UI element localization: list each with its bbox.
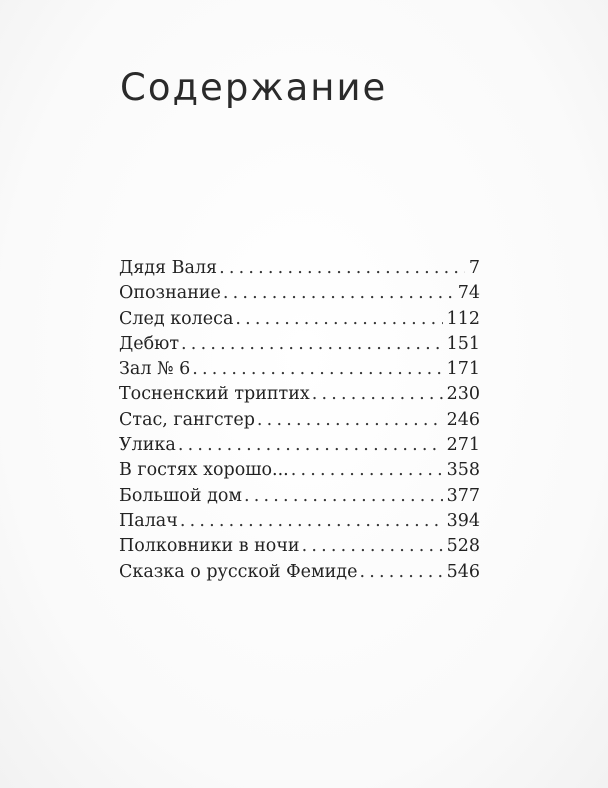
toc-entry-title: Полковники в ночи [119,536,300,557]
page-title: Содержание [120,66,388,109]
toc-entry-page: 246 [446,409,480,430]
toc-leader-dots [312,382,443,407]
toc-entry [119,433,480,458]
toc-entry-page: 358 [446,460,480,481]
toc-entry-page: 7 [468,258,480,278]
toc-leader-dots [235,307,442,332]
toc-entry-title: Палач [119,510,178,531]
toc-entry-title: В гостях хорошо... [119,460,289,481]
toc-entry-page: 112 [446,308,480,329]
toc-entry-title: Дядя Валя [119,258,218,278]
toc-entry [119,357,480,382]
toc-entry [119,484,480,509]
toc-entry-page: 546 [446,561,480,582]
toc-entry [119,332,480,357]
toc-entry-title: Дебют [119,333,180,354]
toc-entry [119,458,480,483]
toc-leader-dots [291,458,443,483]
toc-entry-title: Стас, гангстер [119,409,255,430]
toc-entry [119,408,480,433]
toc-entry-page: 271 [446,435,480,456]
toc-leader-dots [180,509,443,534]
toc-leader-dots [257,408,443,433]
toc-leader-dots [181,332,443,357]
toc-leader-dots [219,256,465,281]
toc-entry-title: Большой дом [119,485,242,506]
toc-entry-page: 151 [446,333,480,354]
toc-entry [119,509,480,534]
toc-entry-title: Тосненский триптих [119,384,310,405]
toc-entry-title: Зал № 6 [119,359,191,380]
toc-entry [119,560,480,585]
toc-leader-dots [302,534,443,559]
toc-leader-dots [192,357,442,382]
toc-leader-dots [244,484,443,509]
toc-entry [119,307,480,332]
toc-entry [119,256,480,281]
toc-entry-page: 230 [446,384,480,405]
toc-entry-page: 394 [446,510,480,531]
toc-entry-title: Опознание [119,283,221,304]
toc-entry-page: 377 [446,485,480,506]
toc-entry-page: 74 [457,283,480,304]
toc-entry-page: 171 [446,359,480,380]
toc-entry [119,534,480,559]
toc-leader-dots [178,433,443,458]
toc-entry-title: Улика [119,435,176,456]
toc-entry [119,281,480,306]
table-of-contents [119,256,480,585]
toc-leader-dots [223,281,454,306]
toc-entry-page: 528 [446,536,480,557]
toc-entry-title: Сказка о русской Фемиде [119,561,358,582]
toc-entry [119,382,480,407]
toc-entry-title: След колеса [119,308,234,329]
toc-leader-dots [359,560,442,585]
